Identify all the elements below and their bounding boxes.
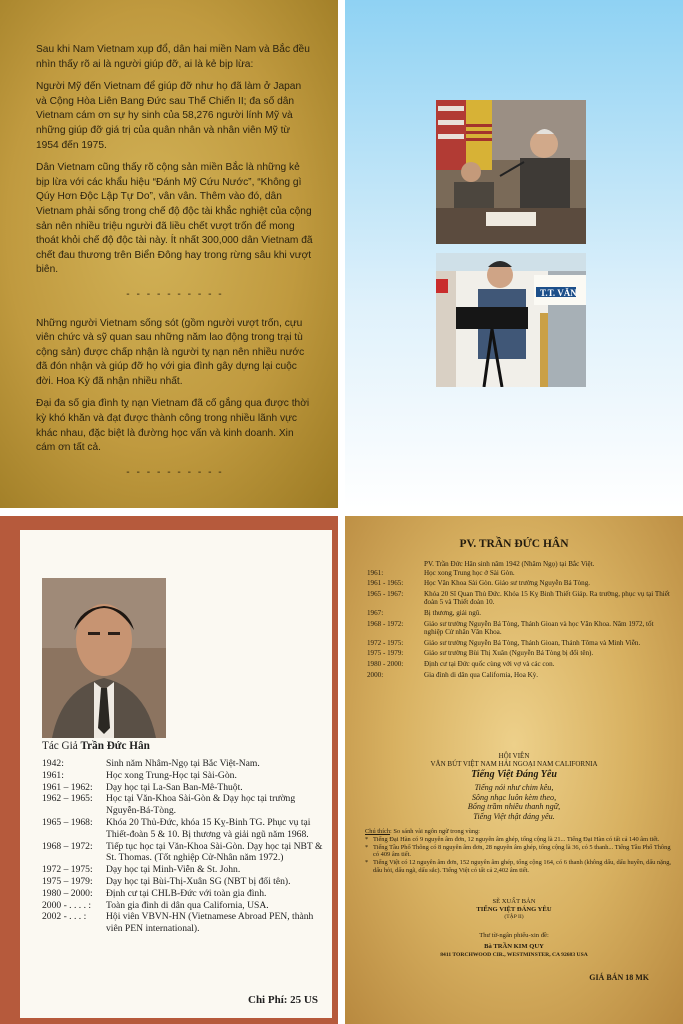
essay-paragraph: Đại đa số gia đình tỵ nạn Vietnam đã cố gắng qua được thời kỳ khó khăn và đạt được thành công trong nhiều lãnh vực khác nhau, đặc biệt là đường học vấn và kinh doanh. Xin cám ơn tất cả.: [36, 398, 310, 454]
timeline-date: 1968 - 1972:: [367, 619, 404, 628]
note-item: [365, 859, 671, 875]
timeline-date: 1980 - 2000:: [367, 659, 404, 668]
bio-title-prefix: Tác Giả: [42, 740, 81, 752]
timeline-row: [42, 770, 330, 782]
poem-line: Sông nhạc luôn kèm theo,: [471, 792, 557, 802]
timeline-row: [367, 609, 673, 618]
timeline-text: Giáo sư trường Nguyễn Bá Tòng, Thánh Gioan, Thánh Tôma và Minh Viễn.: [424, 638, 641, 647]
doc-title: PV. TRẦN ĐỨC HÂN: [459, 538, 569, 550]
timeline-text: Định cư tại CHLB-Đức với toàn gia đình.: [106, 887, 267, 899]
essay-panel: [0, 0, 338, 508]
member-organization: VĂN BÚT VIỆT NAM HẢI NGOẠI NAM CALIFORNIA: [430, 760, 598, 768]
essay-paragraph: Những người Vietnam sống sót (gồm người vượt trốn, cựu viên chức và sỹ quan sau những năm lao động trong trại tù cộng sản) được chấp nhận là người tỵ nạn nên nhiều nước đã đón nhận và giúp đỡ họ với gia đình gây dựng lại cuộc đời. Hoa Kỳ đã nhận nhiều nhất.: [36, 317, 305, 387]
doc-intro: PV. Trần Đức Hân sinh năm 1942 (Nhâm Ngọ) tại Bắc Việt.: [424, 560, 595, 568]
timeline-text: Giáo sư trường Nguyễn Bá Tòng, Thánh Gioan và học Văn Khoa. Năm 1972, tốt nghiệp Cử nhân Văn Khoa.: [424, 619, 654, 637]
timeline-text: Gia đình di dân qua California, Hoa Kỳ.: [424, 670, 539, 679]
timeline-text: Định cư tại Đức quốc cùng với vợ và các con.: [424, 659, 555, 668]
timeline-row: [42, 888, 330, 900]
timeline-text: Khóa 20 Thủ-Đức, khóa 15 Kỵ-Binh TG. Phục vụ tại Thiết-đoàn 5 & 10. Bị thương và giải ngũ năm 1968.: [106, 816, 311, 840]
timeline-text: Học xong Trung học ở Sài Gòn.: [424, 568, 515, 577]
doc-panel: [345, 516, 683, 1024]
essay-paragraph: Sau khi Nam Vietnam xụp đổ, dân hai miền Nam và Bắc đều nhìn thấy rõ ai là người giúp đỡ, ai là kẻ bịp lừa:: [36, 44, 310, 70]
member-heading: HỘI VIÊN: [498, 752, 530, 760]
note-item: [365, 844, 671, 860]
doc-rows: [367, 569, 673, 680]
timeline-date: 2000 - . . . . :: [42, 899, 92, 911]
timeline-text: Khóa 20 Sĩ Quan Thủ Đức. Khóa 15 Kỵ Binh Thiết Giáp. Ra trường, phục vụ tại Thiết đoàn 5 và Thiết đoàn 10.: [424, 589, 670, 607]
price-label: Chi Phí: 25 US: [248, 994, 318, 1006]
author-portrait: [42, 578, 166, 738]
timeline-row: [42, 758, 330, 770]
timeline-row: [42, 911, 330, 935]
timeline-date: 2000:: [367, 670, 384, 679]
doc-timeline: [367, 560, 673, 681]
timeline-date: 1942:: [42, 758, 64, 769]
publish-notice: SẼ XUẤT BẢN: [492, 898, 536, 905]
timeline-row: [42, 793, 330, 817]
timeline-date: 1965 – 1968:: [42, 816, 93, 828]
essay-text: [36, 43, 314, 494]
svg-text:T.T. VĂN: T.T. VĂN: [540, 288, 577, 298]
timeline-text: Dạy học tại Bùi-Thị-Xuân SG (NBT bị đổi tên).: [106, 875, 291, 887]
timeline-date: 1980 – 2000:: [42, 887, 93, 899]
timeline-date: 2002 - . . . :: [42, 911, 87, 923]
bio-card: [20, 530, 332, 1018]
timeline-row: [42, 782, 330, 794]
timeline-text: Dạy học tại Minh-Viễn & St. John.: [106, 864, 241, 876]
poem: [345, 783, 683, 821]
poem-line: Bổng trầm nhiều thanh ngữ,: [467, 802, 561, 812]
timeline-date: 1961:: [42, 769, 64, 781]
note-text: Tiếng Việt có 12 nguyên âm đơn, 152 nguyên âm ghép, tổng cộng 164, có 6 thanh (không dấu, dấu huyền, dấu nặng, dấu hỏi, dấu ngã, dấu sắc). Tiếng Việt có tất cả 2,402 âm tiết.: [373, 859, 671, 874]
timeline-text: Giáo sư trường Bùi Thị Xuân (Nguyễn Bá Tòng bị đổi tên).: [424, 649, 594, 658]
essay-separator: - - - - - - - - - -: [126, 466, 224, 478]
timeline-row: [42, 841, 330, 865]
timeline-date: 1968 – 1972:: [42, 840, 93, 852]
notes-title: Chú thích: [365, 828, 391, 835]
timeline-row: [367, 579, 673, 588]
timeline-date: 1975 - 1979:: [367, 649, 404, 658]
doc-price: GIÁ BÁN 18 MK: [589, 973, 649, 982]
timeline-date: 1975 – 1979:: [42, 875, 93, 887]
timeline-text: Sinh năm Nhâm-Ngọ tại Bắc Việt-Nam.: [106, 758, 260, 769]
timeline-row: [42, 817, 330, 841]
timeline-row: [367, 620, 673, 637]
photo-panel: [345, 0, 683, 508]
timeline-row: [42, 876, 330, 888]
poem-title: Tiếng Việt Đáng Yêu: [471, 769, 557, 780]
note-bullet: *: [365, 859, 369, 867]
timeline-row: [367, 569, 673, 578]
note-bullet: *: [365, 843, 369, 851]
author-name: Trần Đức Hân: [80, 740, 150, 752]
timeline-row: [367, 671, 673, 680]
bio-timeline: [42, 758, 330, 935]
photo-speaker-at-table: [436, 100, 586, 244]
note-text: Tiếng Tầu Phổ Thông có 8 nguyên âm đơn, 28 nguyên âm ghép, tổng cộng là 36, có 5 thanh... Tiếng Tầu Phổ Thông có 409 âm tiết.: [373, 843, 671, 859]
timeline-date: 1967:: [367, 608, 384, 617]
timeline-text: Học xong Trung-Học tại Sài-Gòn.: [106, 769, 237, 781]
timeline-row: [42, 900, 330, 912]
order-instruction: Thư từ-ngân phiếu-xin đề:: [479, 932, 549, 939]
timeline-text: Hội viên VBVN-HN (Vietnamese Abroad PEN, thành viên PEN international).: [106, 911, 314, 935]
timeline-date: 1965 - 1967:: [367, 589, 404, 598]
address-name: Bà TRẦN KIM QUY: [484, 943, 544, 950]
timeline-row: [367, 590, 673, 607]
note-text: Tiếng Đại Hàn có 9 nguyên âm đơn, 12 nguyên âm ghép, tổng cộng là 21... Tiếng Đại Hàn có tất cả 140 âm tiết.: [373, 835, 660, 843]
timeline-text: Toàn gia đình di dân qua California, USA.: [106, 899, 269, 911]
timeline-row: [42, 864, 330, 876]
essay-paragraph: Người Mỹ đến Vietnam để giúp đỡ như họ đã làm ở Japan và Cộng Hòa Liên Bang Đức sau Thế Chiến II; đa số dân Vietnam cám ơn sự hy sinh của 58,276 người lính Mỹ và những giúp đỡ giá trị của quân nhân và nhân viên Mỹ từ 1954 đến 1975.: [36, 81, 302, 151]
timeline-row: [367, 649, 673, 658]
address-line: 8411 TORCHWOOD CIR., WESTMINSTER, CA 92683 USA: [440, 952, 588, 958]
note-item: [365, 836, 671, 844]
timeline-date: 1961 – 1962:: [42, 781, 93, 793]
poem-line: Tiếng Việt thật đáng yêu.: [473, 811, 555, 821]
timeline-text: Bị thương, giải ngũ.: [424, 608, 482, 617]
notes: [365, 828, 671, 875]
timeline-text: Học Văn Khoa Sài Gòn. Giáo sư trường Nguyễn Bá Tòng.: [424, 579, 591, 588]
note-bullet: *: [365, 835, 369, 843]
timeline-text: Dạy học tại La-San Ban-Mê-Thuột.: [106, 781, 243, 793]
bio-panel: [0, 516, 338, 1024]
photo-speaker-at-podium: [436, 253, 586, 387]
bio-title: [42, 740, 150, 752]
timeline-date: 1961:: [367, 568, 384, 577]
timeline-date: 1972 – 1975:: [42, 864, 93, 876]
poem-line: Tiếng nói như chim kêu,: [474, 783, 554, 792]
timeline-text: Học tại Văn-Khoa Sài-Gòn & Dạy học tại trường Nguyễn-Bá-Tòng.: [106, 793, 296, 817]
essay-separator: - - - - - - - - - -: [126, 288, 224, 300]
timeline-text: Tiếp tục học tại Văn-Khoa Sài-Gòn. Dạy học tại NBT & St. Thomas. (Tốt nghiệp Cử-Nhân năm 1972.): [106, 840, 323, 864]
notes-intro: : So sánh vài ngôn ngữ trong vùng:: [390, 828, 480, 835]
publish-title: TIẾNG VIỆT ĐÁNG YÊU: [476, 906, 552, 913]
timeline-date: 1961 - 1965:: [367, 579, 404, 588]
publish-volume: (TẬP II): [504, 914, 524, 920]
notes-heading: [365, 828, 671, 836]
timeline-row: [367, 660, 673, 669]
essay-paragraph: Dân Vietnam cũng thấy rõ cộng sản miền Bắc là những kẻ bịp lừa với các khẩu hiệu “Đánh Mỹ Cứu Nước”, “Không gì Qúy Hơn Độc Lập Tự Do”, vân vân. Thêm vào đó, dân Vietnam phải sống trong chế độ độc tài khắc nghiệt của cộng sản nên nhiều triệu người đã liều chết vượt trốn để mong thoát khỏi chế độ độc tài này. Ít nhất 300,000 dân Vietnam đã chết đau thương trên Biển Đông hay trong rừng sâu khi vượt biên.: [36, 162, 313, 276]
timeline-row: [367, 639, 673, 648]
timeline-date: 1972 - 1975:: [367, 638, 404, 647]
timeline-date: 1962 – 1965:: [42, 793, 93, 805]
